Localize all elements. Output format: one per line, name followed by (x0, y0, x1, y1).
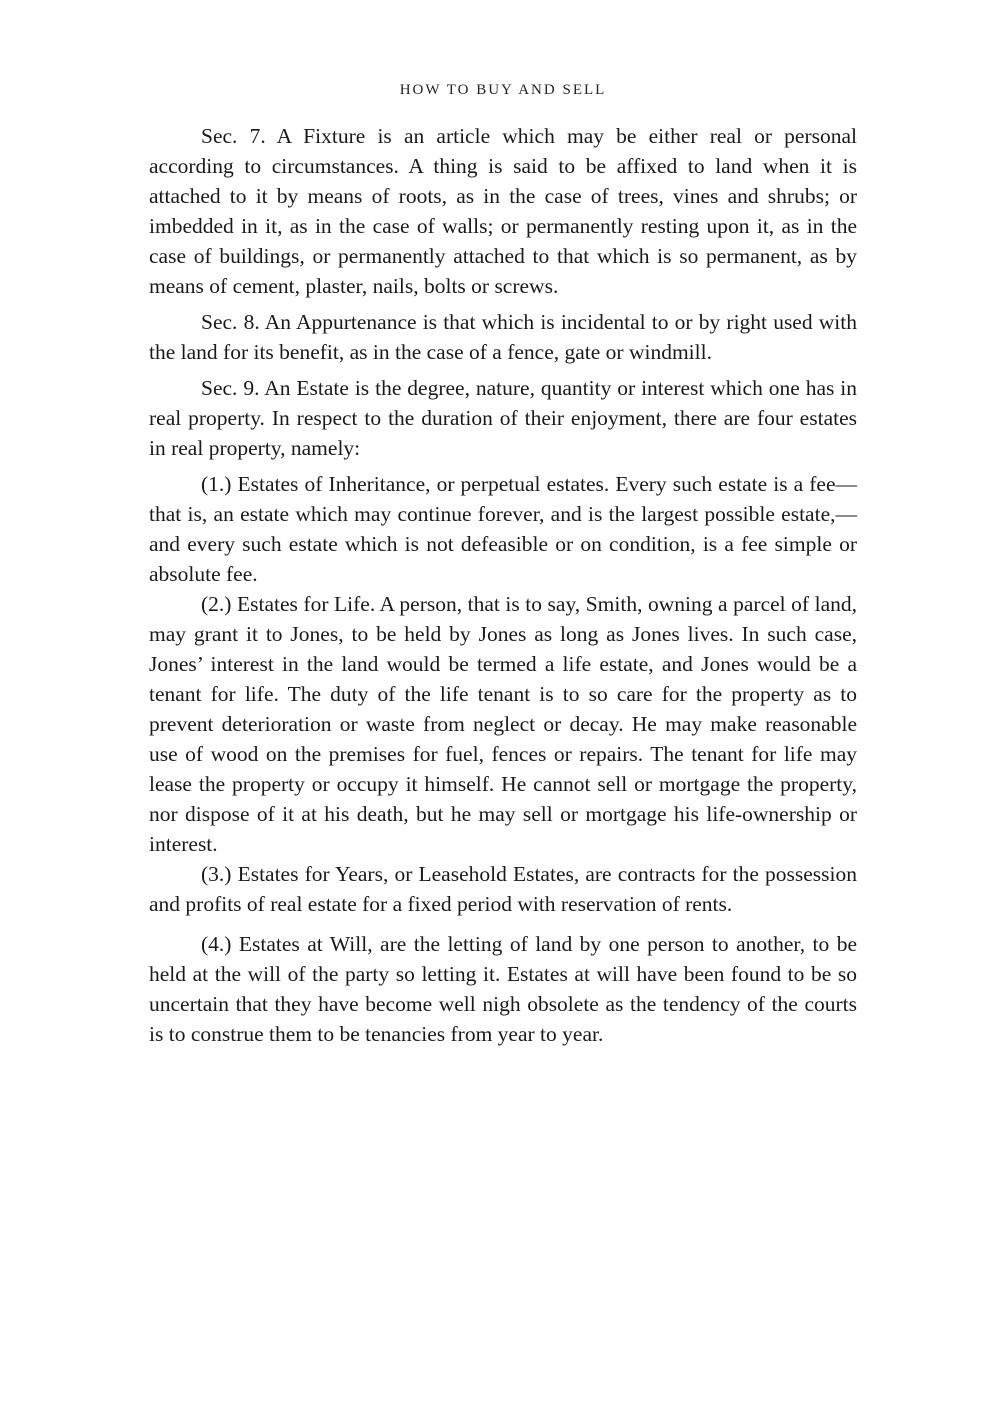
paragraph-estate-3: (3.) Estates for Years, or Leasehold Estates, are contracts for the possession and profits of real estate for a fixed period with reservation of rents. (149, 862, 857, 916)
paragraph-sec-8: Sec. 8. An Appurtenance is that which is incidental to or by right used with the land for its benefit, as in the case of a fence, gate or windmill. (149, 310, 857, 364)
book-page (149, 82, 857, 1049)
paragraph-estate-4: (4.) Estates at Will, are the letting of land by one person to another, to be held at the will of the party so letting it. Estates at will have been found to be so uncertain that they have become well nigh obsolete as the tendency of the courts is to construe them to be tenancies from year to year. (149, 932, 857, 1046)
paragraph-sec-9: Sec. 9. An Estate is the degree, nature, quantity or interest which one has in real property. In respect to the duration of their enjoyment, there are four estates in real property, namely: (149, 376, 857, 460)
paragraph-estate-1: (1.) Estates of Inheritance, or perpetual estates. Every such estate is a fee—that is, an estate which may continue forever, and is the largest possible estate,—and every such estate which is not defeasible or on condition, is a fee simple or absolute fee. (149, 472, 857, 586)
paragraph-estate-2: (2.) Estates for Life. A person, that is to say, Smith, owning a parcel of land, may grant it to Jones, to be held by Jones as long as Jones lives. In such case, Jones’ interest in the land would be termed a life estate, and Jones would be a tenant for life. The duty of the life tenant is to so care for the property as to prevent deterioration or waste from neglect or decay. He may make reasonable use of wood on the premises for fuel, fences or repairs. The tenant for life may lease the property or occupy it himself. He cannot sell or mortgage the property, nor dispose of it at his death, but he may sell or mortgage his life-ownership or interest. (149, 592, 857, 856)
paragraph-sec-7: Sec. 7. A Fixture is an article which may be either real or personal according to circumstances. A thing is said to be affixed to land when it is attached to it by means of roots, as in the case of trees, vines and shrubs; or imbedded in it, as in the case of walls; or permanently resting upon it, as in the case of buildings, or permanently attached to that which is so permanent, as by means of cement, plaster, nails, bolts or screws. (149, 124, 857, 298)
running-head: HOW TO BUY AND SELL (399, 82, 607, 98)
